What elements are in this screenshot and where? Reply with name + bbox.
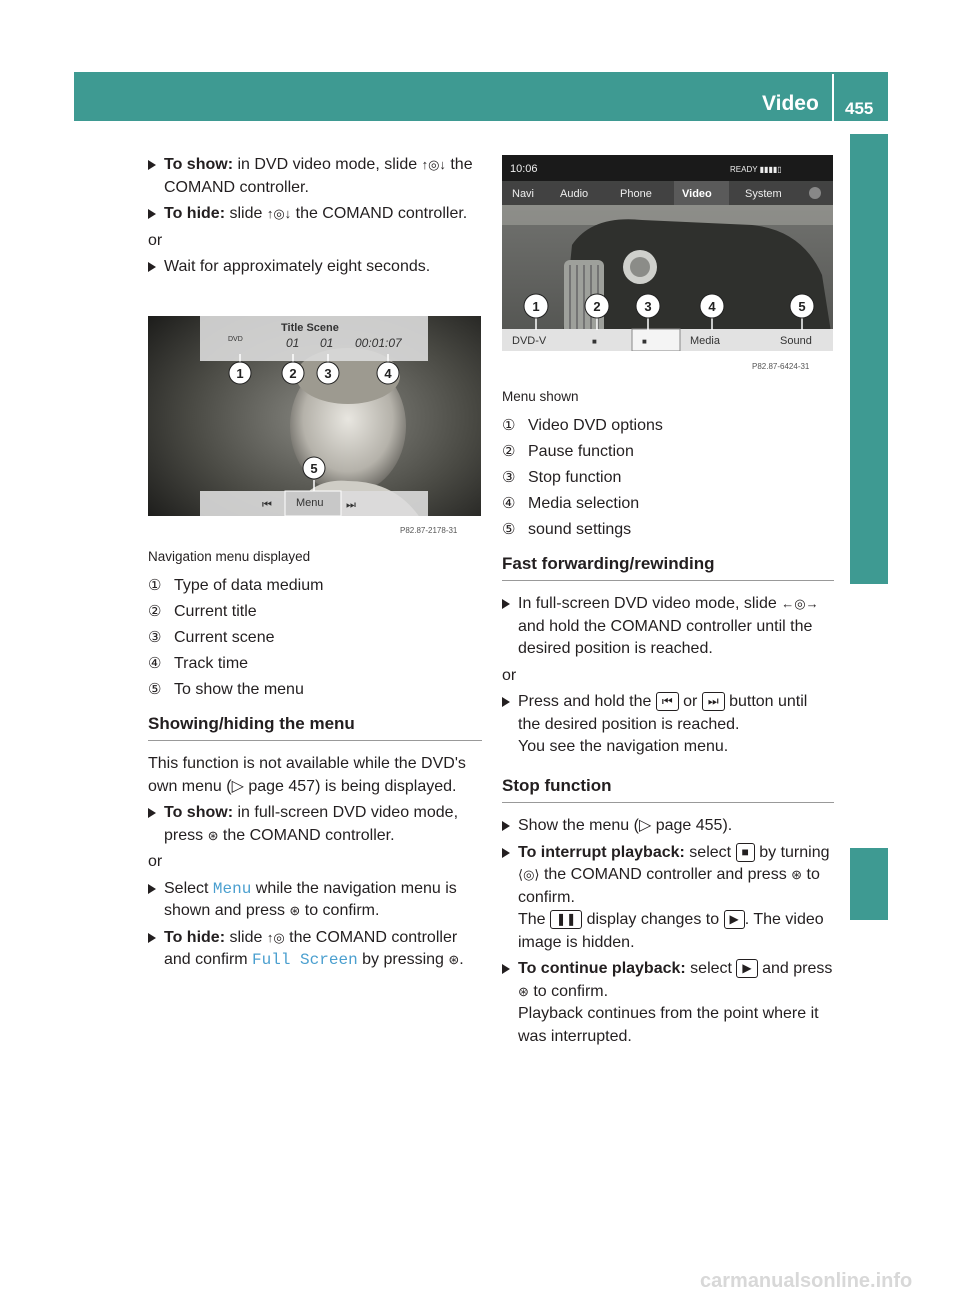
callout-2: 2: [593, 299, 601, 314]
left-column-bottom: [148, 546, 482, 972]
or-text: or: [502, 666, 517, 684]
list-item: ① Video DVD options: [502, 416, 663, 434]
callout-4: 4: [708, 299, 716, 314]
list-item: ③ Stop function: [502, 468, 622, 486]
navigation-menu-screenshot: [148, 316, 481, 542]
list-item: ④ Track time: [148, 654, 249, 672]
callout-3: 3: [324, 366, 332, 381]
tab-navi: Navi: [512, 188, 535, 200]
side-tab-label: COMAND: [852, 738, 879, 842]
next-icon: ⏭: [346, 499, 356, 511]
dvd-badge: DVD: [228, 336, 243, 343]
side-tab-marker: [850, 848, 888, 920]
section-title: Video: [762, 92, 819, 115]
step-press-hold: Press and hold the ⏮ or ⏭ button until the desired position is reached. You see the navigation menu.: [502, 691, 834, 759]
step-interrupt: To interrupt playback: select ■ by turning ⟨◎⟩ the COMAND controller and press ⊛ to confirm. The ❚❚ display changes to ▶ . The video image is hidden.: [502, 842, 834, 955]
image-code: P82.87-2178-31: [400, 526, 458, 535]
track-time: 00:01:07: [355, 336, 402, 350]
step-hide: To hide: slide ↑◎↓ the COMAND controller.: [148, 203, 482, 226]
heading-stop-function: Stop function: [502, 775, 834, 804]
tab-phone: Phone: [620, 188, 652, 200]
list-item: ⑤ To show the menu: [148, 680, 304, 698]
callout-3: 3: [644, 299, 652, 314]
list-item: ④ Media selection: [502, 494, 640, 512]
intro-text: This function is not available while the DVD's own menu (▷ page 457) is being displayed.: [148, 755, 466, 795]
clock: 10:06: [510, 163, 538, 175]
step-hide-menu: To hide: slide ↑◎ the COMAND controller and confirm Full Screen by pressing ⊛.: [148, 927, 482, 972]
title-number: 01: [286, 336, 300, 350]
callout-1: 1: [236, 366, 244, 381]
image-code: P82.87-6424-31: [752, 362, 810, 371]
page-number: 455: [845, 99, 874, 118]
menu-label: Menu: [296, 497, 324, 509]
callout-1: 1: [532, 299, 540, 314]
or-text: or: [148, 231, 163, 249]
tab-system: System: [745, 188, 782, 200]
pause-symbol: ■: [592, 337, 597, 346]
step-continue: To continue playback: select ▶ and press ⊛ to confirm. Playback continues from the point where it was interrupted.: [502, 958, 834, 1048]
heading-fast-forward: Fast forwarding/rewinding: [502, 553, 834, 582]
left-column-top: [148, 154, 482, 279]
play-key: ▶: [736, 959, 757, 978]
list-item: ② Pause function: [502, 442, 634, 460]
step-select-menu: Select Menu while the navigation menu is shown and press ⊛ to confirm.: [148, 878, 482, 923]
step-wait: Wait for approximately eight seconds.: [148, 256, 482, 279]
right-column: [502, 386, 834, 1048]
watermark: carmanualsonline.info: [700, 1270, 913, 1292]
callout-4: 4: [384, 366, 392, 381]
tab-video: Video: [682, 188, 712, 200]
tab-audio: Audio: [560, 188, 589, 200]
list-item: ⑤ sound settings: [502, 520, 632, 538]
callout-5: 5: [798, 299, 806, 314]
caption-right: Menu shown: [502, 389, 579, 404]
header-divider: [832, 74, 834, 121]
stop-symbol: ■: [642, 337, 647, 346]
dvd-v-label: DVD-V: [512, 335, 547, 347]
list-item: ① Type of data medium: [148, 576, 324, 594]
callout-2: 2: [289, 366, 297, 381]
caption-left: Navigation menu displayed: [148, 549, 311, 564]
step-show-menu: Show the menu (▷ page 455).: [502, 815, 834, 838]
step-show: To show: in DVD video mode, slide ↑◎↓ the COMAND controller.: [148, 154, 482, 199]
pause-key: ❚❚: [550, 910, 582, 929]
stop-key: ■: [736, 843, 755, 862]
step-show-menu: To show: in full-screen DVD video mode, press ⊛ the COMAND controller.: [148, 802, 482, 847]
scene-number: 01: [320, 336, 334, 350]
menu-shown-screenshot: [502, 155, 833, 377]
rewind-key: ⏮: [656, 692, 679, 711]
prev-icon: ⏮: [262, 499, 272, 511]
play-key: ▶: [724, 910, 745, 929]
media-label: Media: [690, 335, 720, 347]
list-item: ③ Current scene: [148, 628, 275, 646]
title-scene-label: Title Scene: [281, 322, 339, 334]
sound-label: Sound: [780, 335, 812, 347]
or-text: or: [148, 853, 163, 870]
heading-show-hide-menu: Showing/hiding the menu: [148, 713, 482, 742]
step-slide-controller: In full-screen DVD video mode, slide ←◎→ and hold the COMAND controller until the desired position is reached.: [502, 593, 834, 661]
list-item: ② Current title: [148, 602, 257, 620]
callout-5: 5: [310, 461, 318, 476]
side-tab: [850, 134, 888, 584]
status-indicator: READY ▮▮▮▮▯: [730, 165, 782, 174]
forward-key: ⏭: [702, 692, 725, 711]
